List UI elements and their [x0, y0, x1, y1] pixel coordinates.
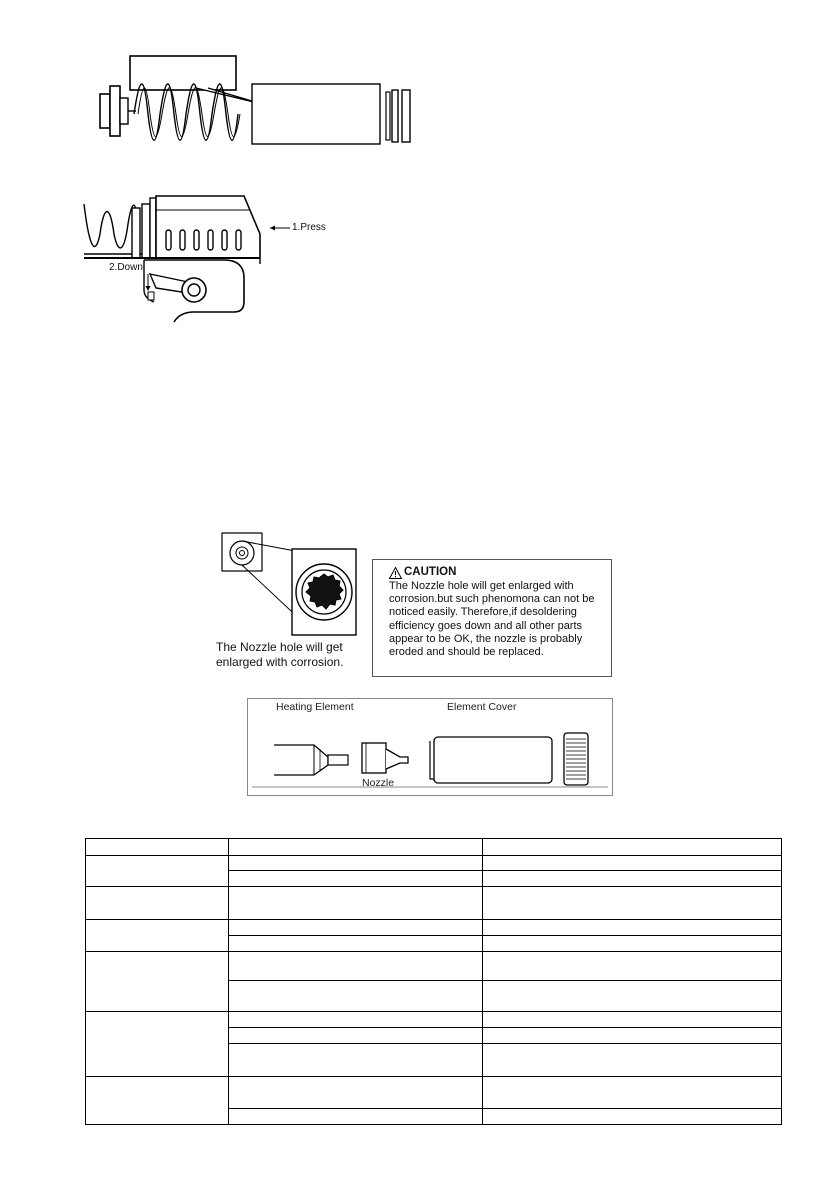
table-cell	[86, 839, 229, 856]
table-cell	[483, 936, 782, 952]
table-cell	[483, 887, 782, 920]
down-label: 2.Down	[109, 262, 143, 273]
table-row	[86, 952, 782, 981]
table-row	[86, 1077, 782, 1109]
callout-box	[130, 56, 236, 90]
table-cell	[483, 1012, 782, 1028]
warning-icon	[389, 567, 402, 579]
table-cell	[229, 1028, 483, 1044]
table-cell	[229, 1109, 483, 1125]
table-cell	[229, 936, 483, 952]
table-cell	[229, 871, 483, 887]
caution-heading	[389, 566, 603, 579]
table-cell	[229, 952, 483, 981]
troubleshooting-table	[85, 838, 782, 1125]
nozzle-label: Nozzle	[362, 777, 395, 789]
table-cell	[483, 856, 782, 871]
holder-release-figure	[84, 194, 354, 324]
nozzle-caption-line2: enlarged with corrosion.	[216, 655, 344, 669]
table-cell	[229, 981, 483, 1012]
table-cell	[86, 1012, 229, 1077]
press-label: 1.Press	[292, 222, 326, 233]
heating-element-label: Heating Element	[276, 701, 354, 713]
table-cell	[86, 856, 229, 887]
table-cell	[229, 1077, 483, 1109]
caution-box	[372, 559, 612, 677]
table-cell	[483, 871, 782, 887]
table-row	[86, 1012, 782, 1028]
nozzle-caption-line1: The Nozzle hole will get	[216, 640, 343, 654]
spring-assembly-figure	[96, 54, 426, 154]
table-cell	[229, 887, 483, 920]
table-cell	[483, 920, 782, 936]
table-cell	[229, 920, 483, 936]
table-row	[86, 856, 782, 871]
nozzle-caption	[216, 640, 366, 670]
table-cell	[483, 1109, 782, 1125]
table-row	[86, 839, 782, 856]
table-row	[86, 887, 782, 920]
table-cell	[86, 1077, 229, 1125]
parts-diagram	[248, 699, 612, 795]
parts-strip	[247, 698, 613, 796]
table-cell	[483, 1028, 782, 1044]
table-cell	[483, 839, 782, 856]
table-cell	[483, 981, 782, 1012]
table-cell	[229, 1044, 483, 1077]
table-row	[86, 920, 782, 936]
table-cell	[229, 839, 483, 856]
nozzle-hole-figure	[222, 533, 364, 639]
table-cell	[483, 1044, 782, 1077]
table-cell	[483, 1077, 782, 1109]
element-cover-label: Element Cover	[447, 701, 517, 713]
caution-text: The Nozzle hole will get enlarged with corrosion.but such phenomona can not be noticed easily. Therefore,if desoldering efficiency goes down and all other parts appear to be OK, the nozzle is probably eroded and should be replaced.	[389, 580, 595, 659]
table-cell	[229, 856, 483, 871]
table-cell	[86, 920, 229, 952]
table-cell	[483, 952, 782, 981]
table-cell	[86, 952, 229, 1012]
table-cell	[86, 887, 229, 920]
table-cell	[229, 1012, 483, 1028]
caution-title: CAUTION	[404, 566, 457, 578]
